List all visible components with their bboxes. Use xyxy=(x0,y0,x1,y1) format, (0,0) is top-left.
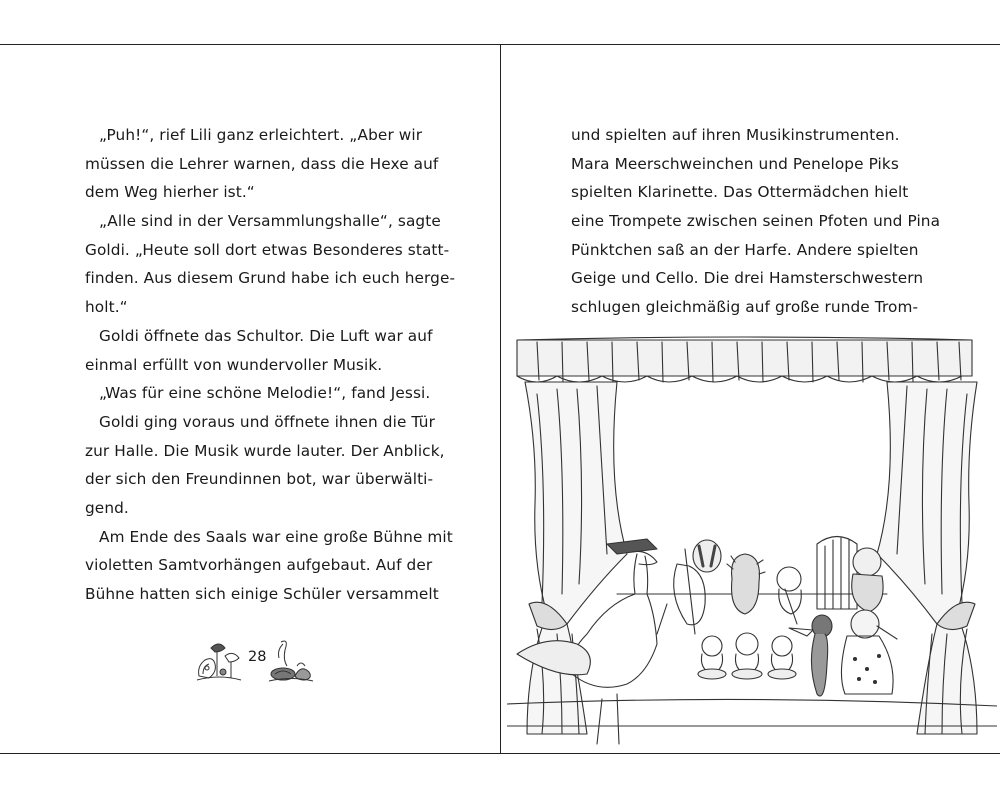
stage-orchestra-illustration xyxy=(507,334,997,754)
text-line: zur Halle. Die Musik wurde lauter. Der Anblick, xyxy=(85,441,445,460)
page-number: 28 xyxy=(248,649,267,665)
text-line: „Alle sind in der Versammlungshalle“, sagte xyxy=(99,212,441,231)
text-line: Am Ende des Saals war eine große Bühne mit xyxy=(99,527,453,546)
text-line: gend. xyxy=(85,498,129,517)
text-line: Mara Meerschweinchen und Penelope Piks xyxy=(571,154,899,173)
text-line: dem Weg hierher ist.“ xyxy=(85,183,255,202)
text-line: der sich den Freundinnen bot, war überwälti- xyxy=(85,470,434,489)
otter-trumpeter xyxy=(789,615,832,696)
right-page-text xyxy=(571,121,941,322)
text-line: einmal erfüllt von wundervoller Musik. xyxy=(85,355,383,374)
text-line: Bühne hatten sich einige Schüler versammelt xyxy=(85,585,439,603)
text-line: müssen die Lehrer warnen, dass die Hexe auf xyxy=(85,154,439,173)
curtain-valance xyxy=(517,337,972,382)
text-line: „Was für eine schöne Melodie!“, fand Jessi. xyxy=(99,384,431,403)
left-page xyxy=(0,44,500,754)
text-line: Geige und Cello. Die drei Hamsterschwestern xyxy=(571,269,924,288)
harp-player xyxy=(817,537,883,613)
mushroom-ornament-icon xyxy=(195,636,243,682)
pumpkin-ornament-icon xyxy=(267,636,315,682)
left-curtain xyxy=(525,382,627,734)
text-line: violetten Samtvorhängen aufgebaut. Auf der xyxy=(85,556,433,575)
hamster-drummers xyxy=(698,633,796,679)
hedgehog-player xyxy=(727,554,765,614)
text-line: Goldi ging voraus und öffnete ihnen die Tür xyxy=(99,412,435,431)
text-line: „Puh!“, rief Lili ganz erleichtert. „Aber wir xyxy=(99,126,423,144)
left-page-text xyxy=(85,121,456,609)
badger-cellist xyxy=(674,540,721,634)
guinea-pig-clarinet xyxy=(777,567,801,624)
right-curtain xyxy=(877,382,977,734)
text-line: eine Trompete zwischen seinen Pfoten und Pina xyxy=(571,212,941,231)
text-line: Goldi öffnete das Schultor. Die Luft war auf xyxy=(99,326,433,345)
violin-player xyxy=(841,610,897,694)
text-line: spielten Klarinette. Das Ottermädchen hielt xyxy=(571,183,909,202)
text-line: und spielten auf ihren Musikinstrumenten. xyxy=(571,126,900,144)
text-line: holt.“ xyxy=(85,298,128,317)
text-line: finden. Aus diesem Grund habe ich euch herge- xyxy=(85,269,456,288)
page-folio xyxy=(195,636,315,686)
text-line: schlugen gleichmäßig auf große runde Trom- xyxy=(571,298,919,317)
right-page xyxy=(501,44,1000,754)
text-line: Goldi. „Heute soll dort etwas Besonderes statt- xyxy=(85,240,450,259)
text-line: Pünktchen saß an der Harfe. Andere spielten xyxy=(571,240,919,259)
